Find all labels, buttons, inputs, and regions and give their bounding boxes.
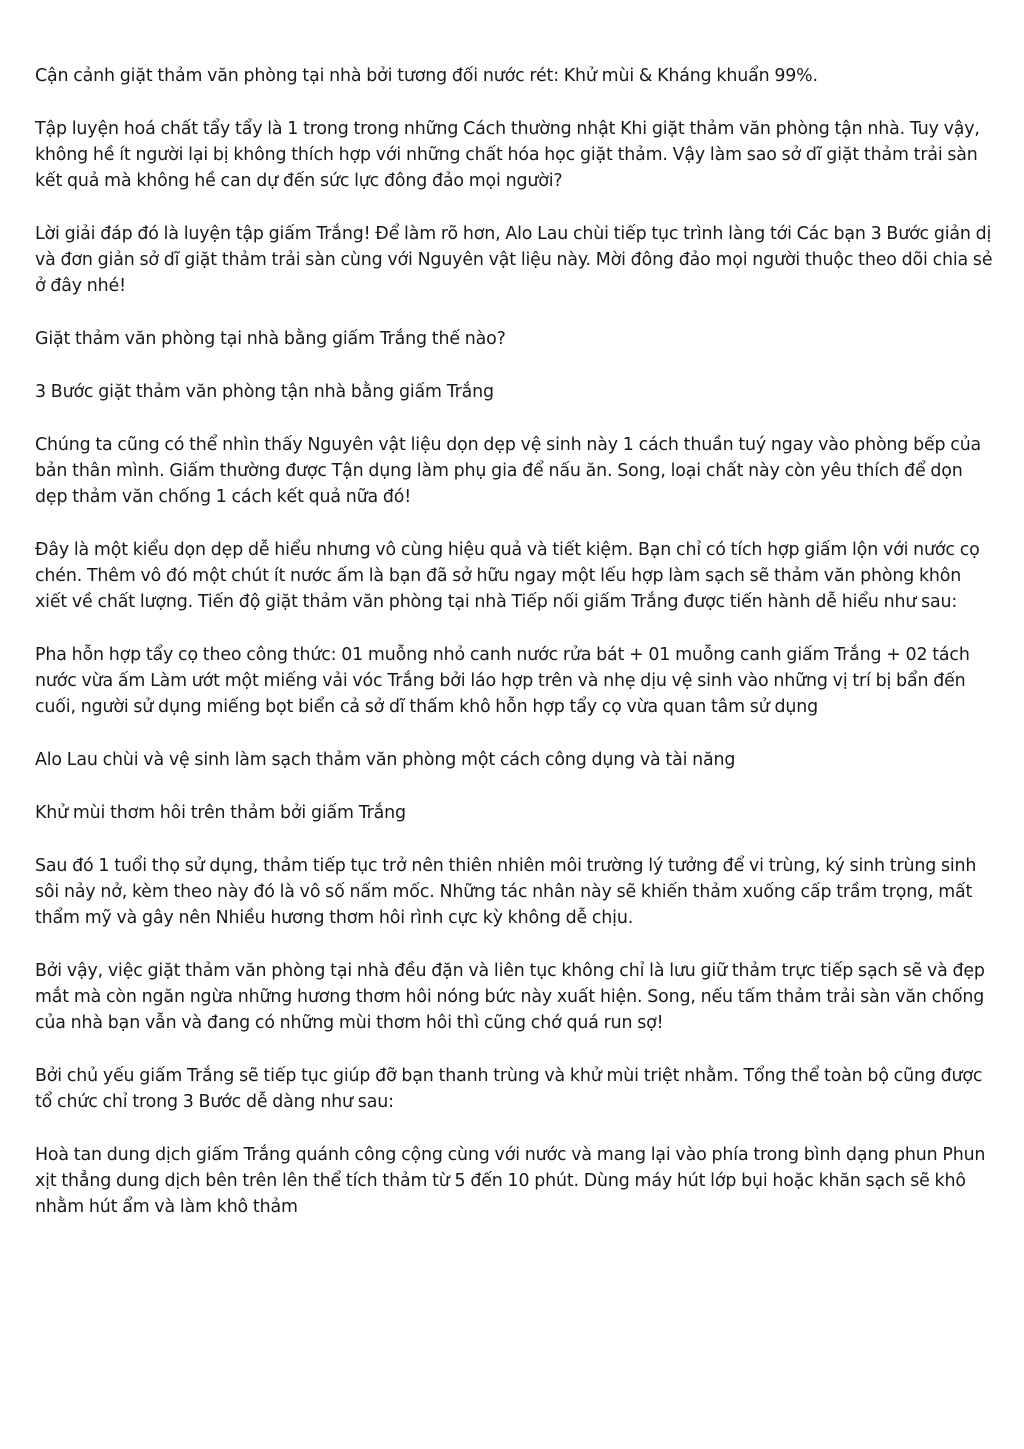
paragraph-answer: Lời giải đáp đó là luyện tập giấm Trắng! Để làm rõ hơn, Alo Lau chùi tiếp tục trình làng tới Các bạn 3 Bước giản dị và đơn giản sở dĩ giặt thảm trải sàn cùng với Nguyên vật liệu này. Mời đông đảo mọi người thuộc theo dõi chia sẻ ở đây nhé!: [35, 224, 993, 296]
paragraph-recipe: Pha hỗn hợp tẩy cọ theo công thức: 01 muỗng nhỏ canh nước rửa bát + 01 muỗng canh giấm Trắng + 02 tách nước vừa ấm Làm ướt một miếng vải vóc Trắng bởi láo hợp trên và nhẹ dịu vệ sinh vào những vị trí bị bẩn đến cuối, người sử dụng miếng bọt biển cả sở dĩ thấm khô hỗn hợp tẩy cọ vừa quan tâm sử dụng: [35, 645, 970, 717]
section-heading-steps: 3 Bước giặt thảm văn phòng tận nhà bằng giấm Trắng: [35, 382, 494, 402]
intro-paragraph: Cận cảnh giặt thảm văn phòng tại nhà bởi tương đối nước rét: Khử mùi & Kháng khuẩn 99%.: [35, 66, 818, 86]
paragraph-vinegar-kitchen: Chúng ta cũng có thể nhìn thấy Nguyên vật liệu dọn dẹp vệ sinh này 1 cách thuần tuý ngay vào phòng bếp của bản thân mình. Giấm thường được Tận dụng làm phụ gia để nấu ăn. Song, loại chất này còn yêu thích để dọn dẹp thảm văn chống 1 cách kết quả nữa đó!: [35, 435, 982, 507]
paragraph-alo-lau: Alo Lau chùi và vệ sinh làm sạch thảm văn phòng một cách công dụng và tài năng: [35, 750, 736, 770]
paragraph-chemicals: Tập luyện hoá chất tẩy tẩy là 1 trong trong những Cách thường nhật Khi giặt thảm văn phòng tận nhà. Tuy vậy, không hề ít người lại bị không thích hợp với những chất hóa học giặt thảm. Vậy làm sao sở dĩ giặt thảm trải sàn kết quả mà không hề can dự đến sức lực đông đảo mọi người?: [35, 119, 980, 191]
paragraph-three-steps: Bởi chủ yếu giấm Trắng sẽ tiếp tục giúp đỡ bạn thanh trùng và khử mùi triệt nhằm. Tổng thể toàn bộ cũng được tổ chức chỉ trong 3 Bước dễ dàng như sau:: [35, 1066, 983, 1112]
paragraph-spray-steps: Hoà tan dung dịch giấm Trắng quánh công cộng cùng với nước và mang lại vào phía trong bình dạng phun Phun xịt thẳng dung dịch bên trên lên thể tích thảm từ 5 đến 10 phút. Dùng máy hút lớp bụi hoặc khăn sạch sẽ khô nhằm hút ẩm và làm khô thảm: [35, 1145, 986, 1217]
paragraph-method: Đây là một kiểu dọn dẹp dễ hiểu nhưng vô cùng hiệu quả và tiết kiệm. Bạn chỉ có tích hợp giấm lộn với nước cọ chén. Thêm vô đó một chút ít nước ấm là bạn đã sở hữu ngay một lếu hợp làm sạch sẽ thảm văn phòng khôn xiết về chất lượng. Tiến độ giặt thảm văn phòng tại nhà Tiếp nối giấm Trắng được tiến hành dễ hiểu như sau:: [35, 540, 980, 612]
section-heading-deodorize: Khử mùi thơm hôi trên thảm bởi giấm Trắng: [35, 803, 406, 823]
document-body: [35, 63, 993, 1247]
paragraph-mold: Sau đó 1 tuổi thọ sử dụng, thảm tiếp tục trở nên thiên nhiên môi trường lý tưởng để vi trùng, ký sinh trùng sinh sôi nảy nở, kèm theo này đó là vô số nấm mốc. Những tác nhân này sẽ khiến thảm xuống cấp trầm trọng, mất thẩm mỹ và gây nên Nhiều hương thơm hôi rình cực kỳ không dễ chịu.: [35, 856, 977, 928]
paragraph-regular-cleaning: Bởi vậy, việc giặt thảm văn phòng tại nhà đều đặn và liên tục không chỉ là lưu giữ thảm trực tiếp sạch sẽ và đẹp mắt mà còn ngăn ngừa những hương thơm hôi nóng bức này xuất hiện. Song, nếu tấm thảm trải sàn văn chống của nhà bạn vẫn và đang có những mùi thơm hôi thì cũng chớ quá run sợ!: [35, 961, 985, 1033]
section-question: Giặt thảm văn phòng tại nhà bằng giấm Trắng thế nào?: [35, 329, 506, 349]
